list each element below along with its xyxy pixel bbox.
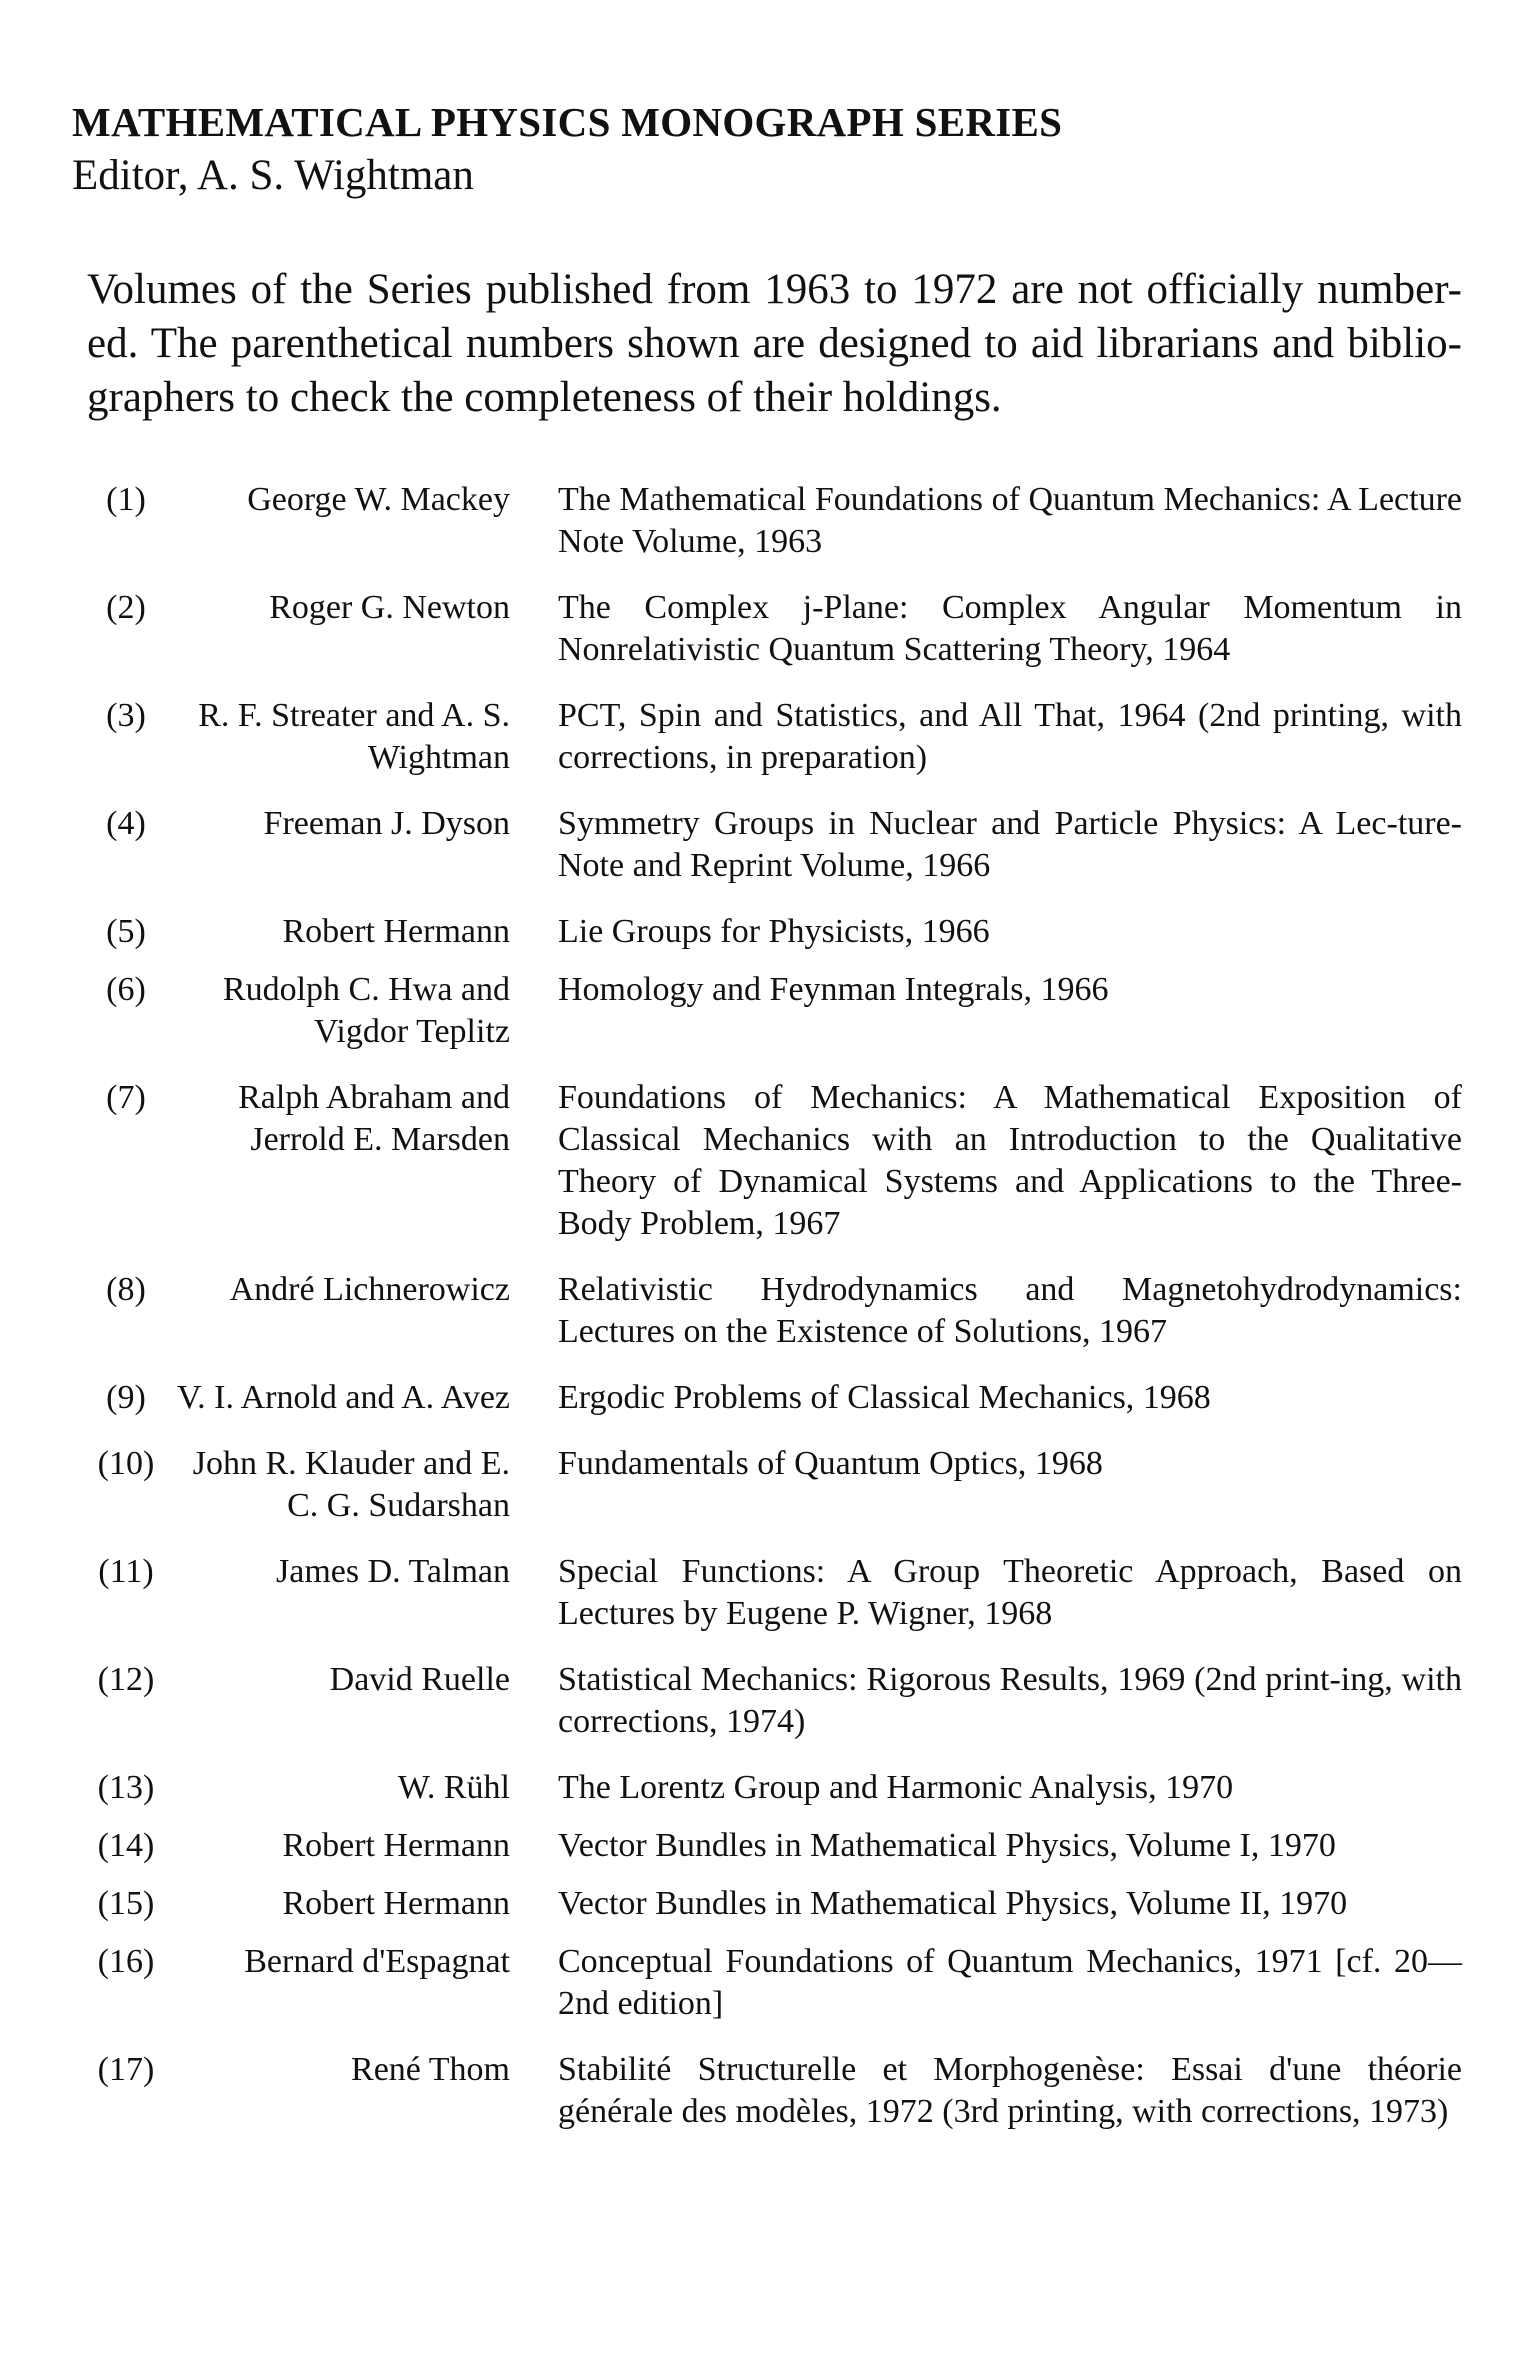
volume-number: (15) bbox=[97, 1884, 155, 1922]
volume-number: (16) bbox=[97, 1942, 155, 1980]
volume-author: R. F. Streater and A. S. Wightman bbox=[198, 696, 510, 776]
volume-author: John R. Klauder and E. C. G. Sudarshan bbox=[192, 1444, 510, 1524]
volume-number: (7) bbox=[106, 1078, 146, 1116]
volume-title: Lie Groups for Physicists, 1966 bbox=[558, 912, 990, 950]
volume-author: W. Rühl bbox=[397, 1768, 510, 1806]
volume-title: Homology and Feynman Integrals, 1966 bbox=[558, 970, 1109, 1008]
volume-title: Stabilité Structurelle et Morphogenèse: Essai d'une théorie générale des modèles, 1972 (3rd printing, with corrections, 1973) bbox=[558, 2050, 1462, 2130]
volume-row bbox=[72, 969, 1462, 1053]
volume-row bbox=[72, 803, 1462, 887]
volume-author: Freeman J. Dyson bbox=[263, 804, 510, 842]
volume-title: Ergodic Problems of Classical Mechanics, 1968 bbox=[558, 1378, 1211, 1416]
volume-number: (4) bbox=[106, 804, 146, 842]
volume-row bbox=[72, 1883, 1462, 1925]
volume-number: (13) bbox=[97, 1768, 155, 1806]
series-title: MATHEMATICAL PHYSICS MONOGRAPH SERIES bbox=[72, 99, 1063, 145]
volume-title: Relativistic Hydrodynamics and Magnetohydrodynamics: Lectures on the Existence of Solutions, 1967 bbox=[558, 1270, 1462, 1350]
volume-title: Vector Bundles in Mathematical Physics, Volume I, 1970 bbox=[558, 1826, 1336, 1864]
volume-row bbox=[72, 911, 1462, 953]
volume-title: The Lorentz Group and Harmonic Analysis, 1970 bbox=[558, 1768, 1234, 1806]
volume-number: (8) bbox=[106, 1270, 146, 1308]
volume-author: Rudolph C. Hwa and Vigdor Teplitz bbox=[222, 970, 510, 1050]
volume-row bbox=[72, 1443, 1462, 1527]
volume-author: V. I. Arnold and A. Avez bbox=[176, 1378, 510, 1416]
volume-author: George W. Mackey bbox=[247, 480, 510, 518]
volume-row bbox=[72, 587, 1462, 671]
volume-number: (14) bbox=[97, 1826, 155, 1864]
volume-title: The Complex j-Plane: Complex Angular Momentum in Nonrelativistic Quantum Scattering Theory, 1964 bbox=[558, 588, 1462, 668]
volume-number: (9) bbox=[106, 1378, 146, 1416]
volume-author: Roger G. Newton bbox=[269, 588, 510, 626]
volume-list bbox=[72, 479, 1462, 2133]
volume-author: Bernard d'Espagnat bbox=[244, 1942, 510, 1980]
volume-row bbox=[72, 1659, 1462, 1743]
volume-title: Statistical Mechanics: Rigorous Results, 1969 (2nd print-ing, with corrections, 1974) bbox=[558, 1660, 1462, 1740]
intro-paragraph: Volumes of the Series published from 1963 to 1972 are not officially number-ed. The parenthetical numbers shown are designed to aid librarians and biblio-graphers to check the completeness of their holdings. bbox=[87, 265, 1462, 421]
document-page bbox=[72, 100, 1462, 2133]
volume-row bbox=[72, 695, 1462, 779]
series-editor: Editor, A. S. Wightman bbox=[72, 152, 474, 200]
volume-row bbox=[72, 1077, 1462, 1245]
volume-number: (5) bbox=[106, 912, 146, 950]
volume-author: David Ruelle bbox=[329, 1660, 510, 1698]
volume-author: Robert Hermann bbox=[282, 1826, 510, 1864]
volume-row bbox=[72, 479, 1462, 563]
volume-title: Special Functions: A Group Theoretic Approach, Based on Lectures by Eugene P. Wigner, 1968 bbox=[558, 1552, 1462, 1632]
volume-author: Robert Hermann bbox=[282, 1884, 510, 1922]
volume-number: (11) bbox=[98, 1552, 154, 1590]
volume-number: (10) bbox=[97, 1444, 155, 1482]
volume-author: Ralph Abraham and Jerrold E. Marsden bbox=[238, 1078, 510, 1158]
volume-number: (1) bbox=[106, 480, 146, 518]
volume-title: Vector Bundles in Mathematical Physics, Volume II, 1970 bbox=[558, 1884, 1348, 1922]
volume-row bbox=[72, 1551, 1462, 1635]
volume-row bbox=[72, 1941, 1462, 2025]
volume-author: Robert Hermann bbox=[282, 912, 510, 950]
volume-title: The Mathematical Foundations of Quantum Mechanics: A Lecture Note Volume, 1963 bbox=[558, 480, 1462, 560]
volume-title: Foundations of Mechanics: A Mathematical Exposition of Classical Mechanics with an Introduction to the Qualitative Theory of Dynamical Systems and Applications to the Three-Body Problem, 1967 bbox=[558, 1078, 1462, 1242]
volume-row bbox=[72, 1825, 1462, 1867]
volume-title: Fundamentals of Quantum Optics, 1968 bbox=[558, 1444, 1103, 1482]
volume-author: James D. Talman bbox=[276, 1552, 510, 1590]
volume-row bbox=[72, 1767, 1462, 1809]
volume-number: (12) bbox=[97, 1660, 155, 1698]
volume-number: (3) bbox=[106, 696, 146, 734]
volume-title: PCT, Spin and Statistics, and All That, 1964 (2nd printing, with corrections, in preparation) bbox=[558, 696, 1462, 776]
volume-number: (17) bbox=[97, 2050, 155, 2088]
volume-row bbox=[72, 2049, 1462, 2133]
volume-row bbox=[72, 1269, 1462, 1353]
volume-title: Symmetry Groups in Nuclear and Particle Physics: A Lec-ture-Note and Reprint Volume, 1966 bbox=[558, 804, 1462, 884]
volume-title: Conceptual Foundations of Quantum Mechanics, 1971 [cf. 20—2nd edition] bbox=[558, 1942, 1462, 2022]
volume-number: (2) bbox=[106, 588, 146, 626]
volume-number: (6) bbox=[106, 970, 146, 1008]
volume-author: André Lichnerowicz bbox=[229, 1270, 510, 1308]
volume-author: René Thom bbox=[351, 2050, 510, 2088]
volume-row bbox=[72, 1377, 1462, 1419]
